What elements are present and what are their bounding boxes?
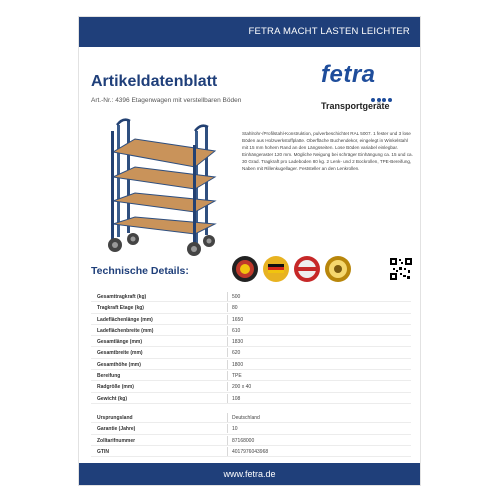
spec-divider — [227, 371, 228, 380]
bottom-banner — [79, 463, 420, 485]
spec-row — [91, 347, 411, 358]
page-title: Artikeldatenblatt — [91, 73, 218, 90]
spec-value: 108 — [232, 395, 241, 402]
spec-key: Gesamtbreite (mm) — [97, 350, 143, 357]
spec-row — [91, 359, 411, 370]
technical-details-heading: Technische Details: — [91, 265, 189, 277]
spec-divider — [227, 303, 228, 312]
spec-row — [91, 412, 411, 423]
spec-key: Gesamtlänge (mm) — [97, 339, 143, 346]
spec-divider — [227, 326, 228, 335]
spec-row — [91, 393, 411, 404]
spec-value: 1650 — [232, 316, 244, 323]
spec-value: 500 — [232, 294, 241, 300]
logo-tagline: Transportgeräte — [321, 101, 390, 111]
spec-key: Tragkraft Etage (kg) — [97, 305, 144, 312]
logo-word: fetra — [321, 61, 376, 88]
article-number: Art.-Nr.: 4396 Etagenwagen mit verstellbaren Böden — [91, 97, 242, 104]
spec-key: Ursprungsland — [97, 414, 133, 421]
spec-value: 610 — [232, 327, 241, 334]
spec-divider — [227, 424, 228, 433]
footer-url[interactable]: www.fetra.de — [223, 469, 276, 479]
spec-row — [91, 423, 411, 434]
spec-divider — [227, 447, 228, 456]
spec-value: Deutschland — [232, 414, 260, 421]
spec-row — [91, 381, 411, 392]
spec-value: 10 — [232, 426, 238, 433]
spec-row — [91, 325, 411, 336]
spec-divider — [227, 292, 228, 301]
spec-key: Gewicht (kg) — [97, 395, 128, 402]
spec-value: 80 — [232, 305, 238, 312]
spec-key: Gesamttragkraft (kg) — [97, 294, 147, 300]
spec-row — [91, 370, 411, 381]
spec-key: Ladeflächenlänge (mm) — [97, 316, 153, 323]
spec-divider — [227, 413, 228, 422]
quality-seal-icon — [231, 255, 259, 283]
spec-row — [91, 336, 411, 347]
spec-value: 1830 — [232, 339, 244, 346]
spec-key: GTIN — [97, 448, 109, 455]
spec-row — [91, 446, 411, 457]
spec-value: 1800 — [232, 361, 244, 368]
spec-value: 87168000 — [232, 437, 255, 444]
qr-code-icon — [390, 258, 412, 280]
warranty-seal-icon — [324, 255, 352, 283]
top-banner — [79, 17, 420, 47]
spec-key: Radgröße (mm) — [97, 384, 134, 391]
spec-row — [91, 435, 411, 446]
datasheet-page — [78, 16, 421, 486]
spec-divider — [227, 348, 228, 357]
spec-row — [91, 291, 411, 302]
spec-key: Gesamthöhe (mm) — [97, 361, 141, 368]
spec-value: 200 x 40 — [232, 384, 252, 391]
spec-divider — [227, 315, 228, 324]
spec-key: Garantie (Jahre) — [97, 426, 136, 433]
spec-value: 620 — [232, 350, 241, 357]
spec-divider — [227, 337, 228, 346]
spec-key: Bereifung — [97, 373, 121, 380]
spec-key: Zolltarifnummer — [97, 437, 136, 444]
spec-divider — [227, 360, 228, 369]
spec-key: Ladeflächenbreite (mm) — [97, 327, 154, 334]
banner-tagline: FETRA MACHT LASTEN LEICHTER — [248, 26, 410, 37]
spec-value: TPE — [232, 373, 242, 380]
spec-divider — [227, 394, 228, 403]
spec-divider — [227, 436, 228, 445]
spec-table — [91, 291, 411, 457]
spec-row — [91, 302, 411, 313]
total-stop-seal-icon — [293, 255, 321, 283]
quality-badges — [231, 255, 361, 287]
spec-value: 4017976043968 — [232, 448, 269, 455]
shelf-trolley-image — [99, 117, 224, 257]
spec-row — [91, 314, 411, 325]
product-description: Stahlrohr-/Profilstahl-Konstruktion, pulverbeschichtet RAL 5007. 1 fester und 3 lose Böden aus Holzwerkstoffplatte. Oberfläche Buchendekor, eingelegt in Winkelstahl mit 15 mm hohem Rand an den Längsseiten. Lose Böden variabel einlegbar. Einhängeraster 120 mm. Mögliche Neigung bei schräger Einhängung ca. 15 und ca. 30 Grad. Tragkraft pro Ladeboden 80 kg. 2 Lenk- und 2 Bockrollen, TPE-Bereifung, Naben mit Rillenkugellager. Feststeller an den Lenkrollen. — [242, 131, 413, 171]
fetra-logo — [317, 61, 417, 119]
spec-divider — [227, 382, 228, 391]
made-in-germany-seal-icon — [262, 255, 290, 283]
